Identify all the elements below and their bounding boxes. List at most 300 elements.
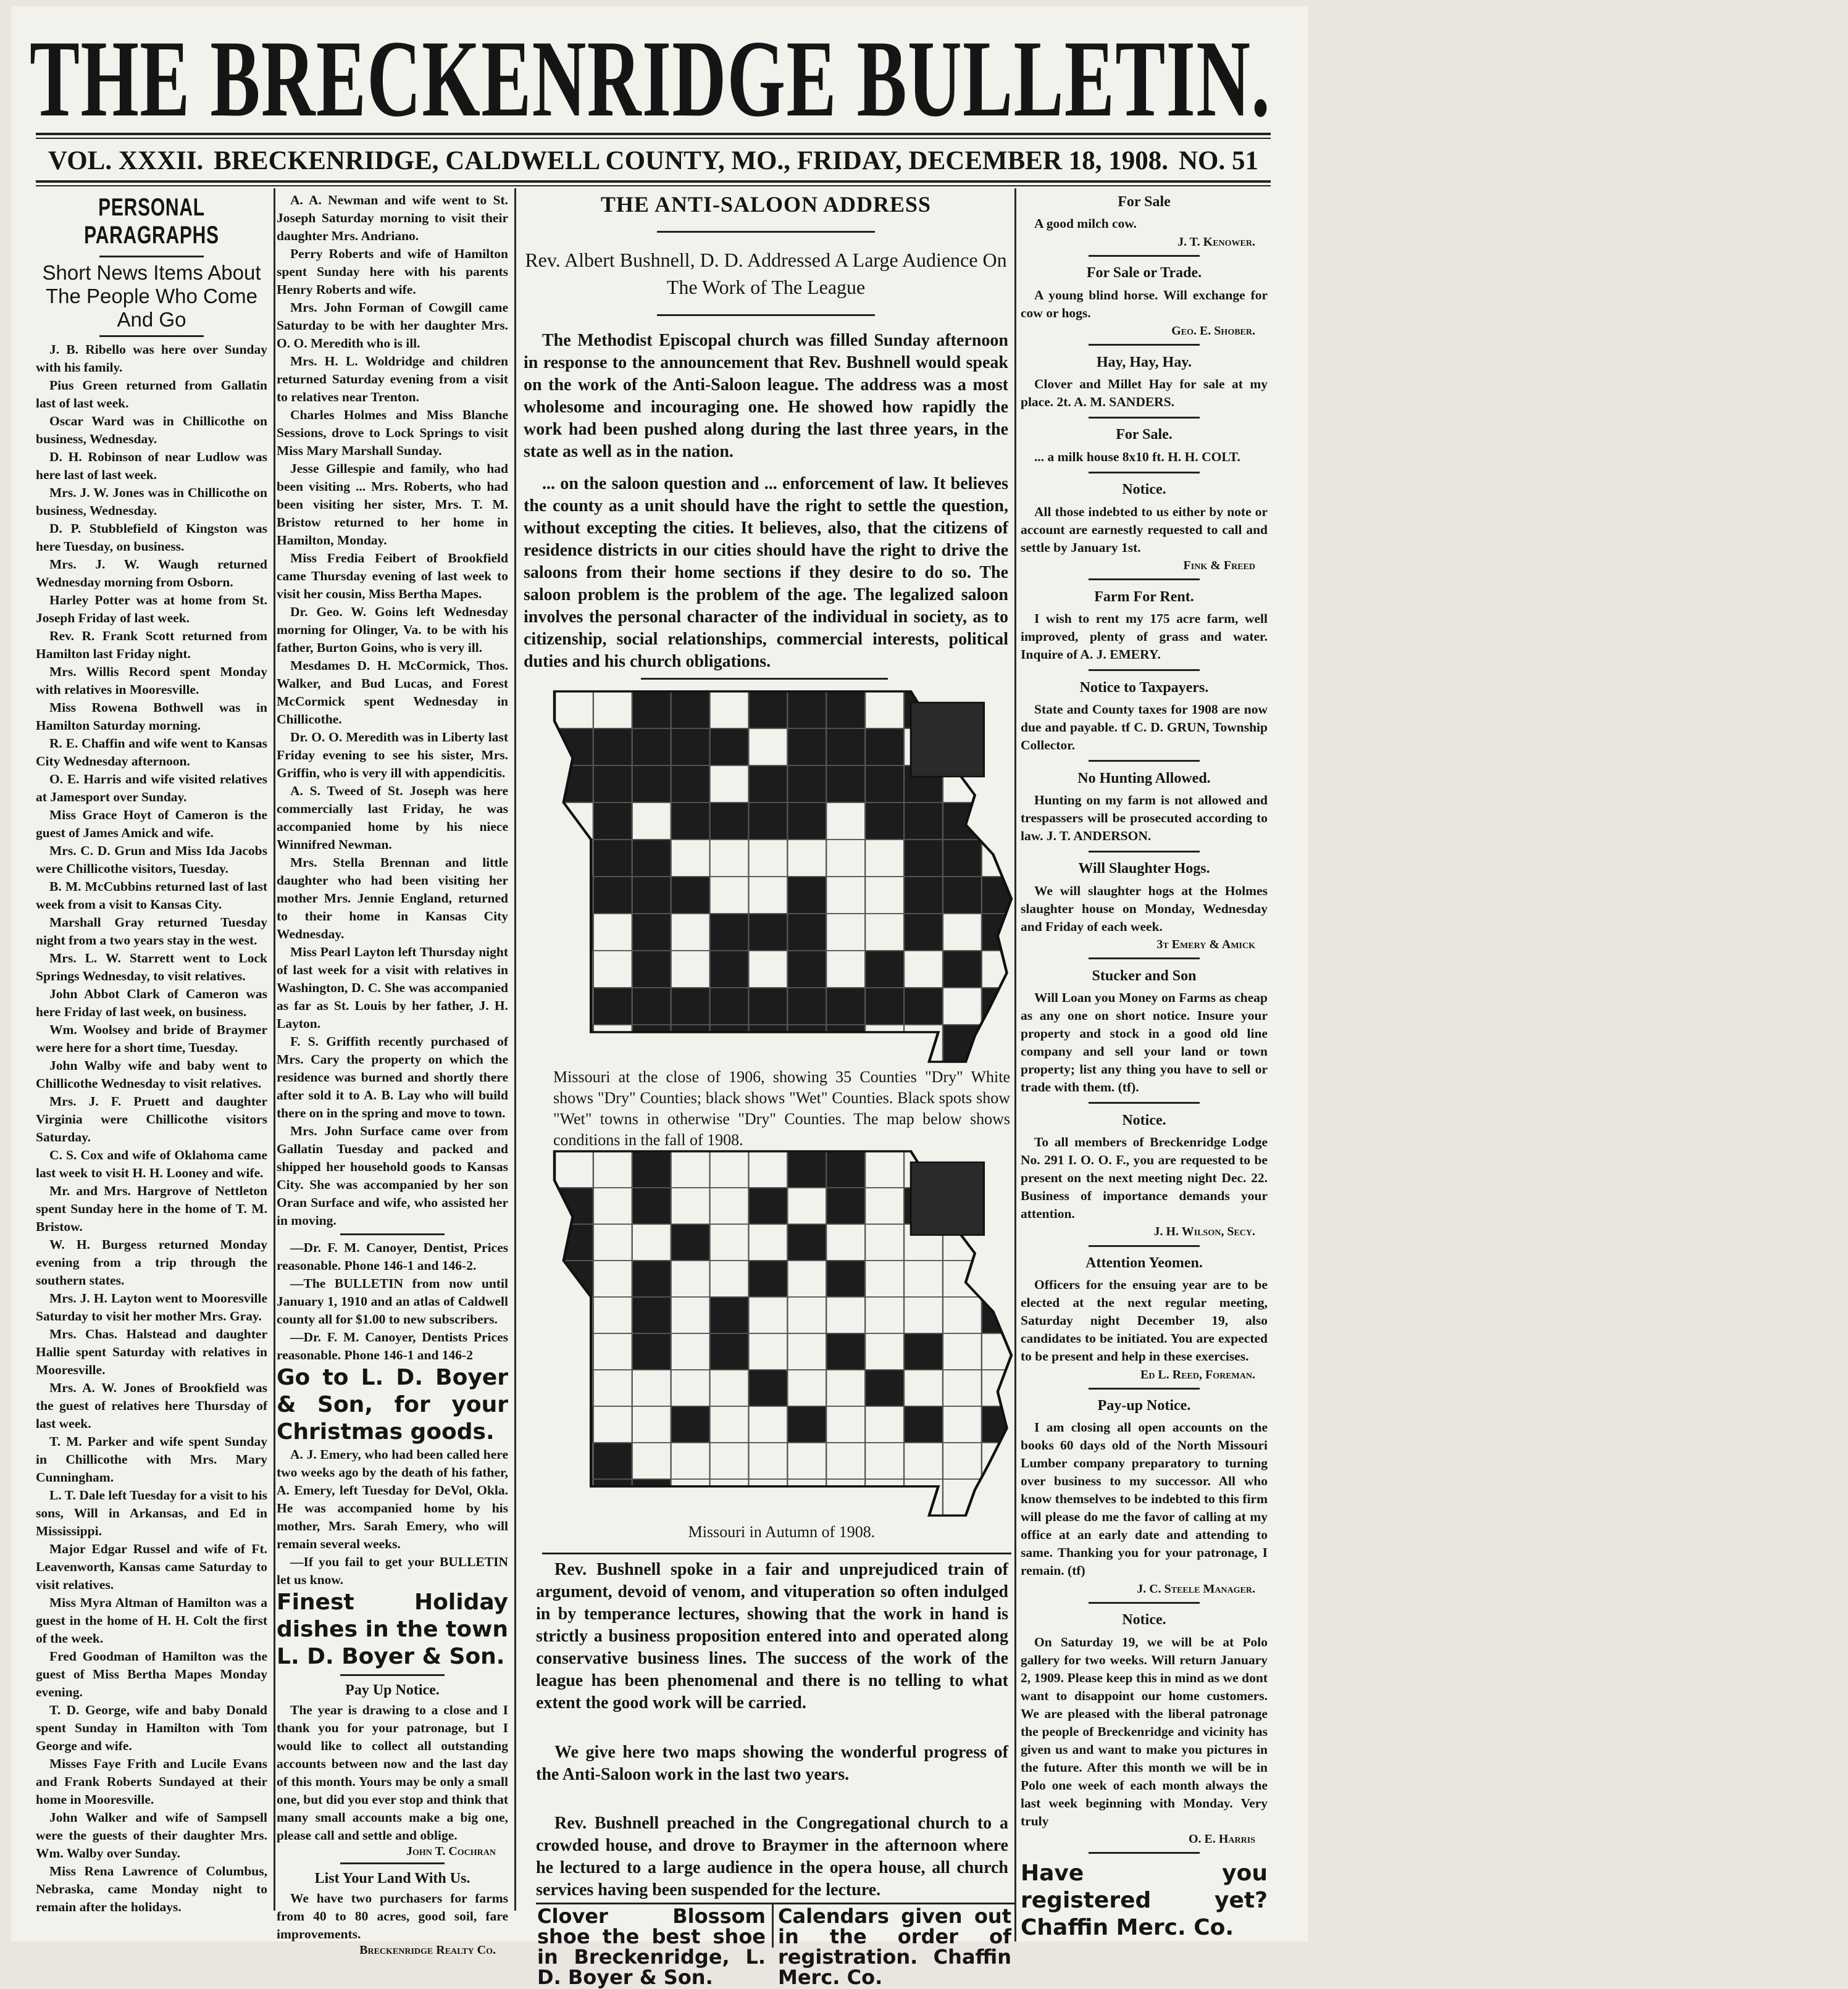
news-item: Mrs. J. H. Layton went to Mooresville Saturday to visit her mother Mrs. Gray. — [36, 1291, 267, 1324]
divider — [1089, 760, 1200, 762]
county-cell — [632, 728, 671, 765]
section-heading: Stucker and Son — [1092, 967, 1197, 984]
county-cell — [632, 1443, 671, 1479]
county-cell — [943, 1479, 982, 1516]
news-item: Mr. and Mrs. Hargrove of Nettleton spent Sunday here in the home of T. M. Bristow. — [36, 1183, 267, 1234]
county-cell — [787, 840, 826, 877]
county-cell — [826, 803, 865, 840]
county-cell — [826, 877, 865, 914]
divider — [1089, 1102, 1200, 1104]
county-cell — [632, 1224, 671, 1261]
county-cell — [865, 1443, 904, 1479]
county-cell — [865, 691, 904, 728]
personal-paragraphs-column — [36, 191, 267, 1914]
county-cell — [671, 1297, 710, 1333]
county-cell — [671, 1333, 710, 1370]
county-cell — [593, 1151, 632, 1188]
county-cell — [632, 1479, 671, 1516]
county-cell — [826, 728, 865, 765]
divider — [1089, 957, 1200, 959]
county-cell — [904, 1261, 943, 1297]
county-cell — [593, 988, 632, 1025]
county-cell — [787, 1406, 826, 1443]
county-cell — [710, 988, 749, 1025]
county-cell — [826, 1224, 865, 1261]
county-cell — [943, 1025, 982, 1062]
divider — [99, 335, 204, 337]
masthead — [30, 17, 1271, 140]
news-item: A young blind horse. Will exchange for cow or hogs. — [1021, 287, 1268, 320]
signature: J. H. Wilson, Secy. — [1153, 1225, 1255, 1239]
county-cell — [593, 1406, 632, 1443]
county-cell — [749, 691, 788, 728]
news-item: Miss Rena Lawrence of Columbus, Nebraska, came Monday night to remain after the holidays. — [36, 1864, 267, 1914]
news-item: Hunting on my farm is not allowed and trespassers will be prosecuted according to law. J. T. ANDERSON. — [1021, 792, 1268, 843]
county-cell — [632, 691, 671, 728]
county-cell — [943, 1297, 982, 1333]
county-cell — [826, 765, 865, 803]
local-news-column — [277, 191, 508, 1957]
county-cell — [943, 988, 982, 1025]
news-item: D. H. Robinson of near Ludlow was here last of last week. — [36, 449, 267, 482]
news-item: T. D. George, wife and baby Donald spent Sunday in Hamilton with Tom George and wife. — [36, 1703, 267, 1753]
county-cell — [826, 1479, 865, 1516]
county-cell — [749, 1479, 788, 1516]
news-item: I wish to rent my 175 acre farm, well improved, plenty of grass and water. Inquire of A. J. EMERY. — [1021, 611, 1268, 662]
county-cell — [865, 914, 904, 951]
county-cell — [904, 877, 943, 914]
county-cell — [554, 988, 593, 1025]
county-cell — [749, 877, 788, 914]
county-cell — [749, 1224, 788, 1261]
county-cell — [904, 840, 943, 877]
section-heading: PERSONAL PARAGRAPHS — [84, 194, 219, 249]
news-item: Charles Holmes and Miss Blanche Sessions, drove to Lock Springs to visit Miss Mary Marshall Sunday. — [277, 407, 508, 458]
news-item: I am closing all open accounts on the books 60 days old of the North Missouri Lumber company preparatory to turning over business to my successor. All who know themselves to be indebted to this firm will please do me the favor of calling at my office at an early date and attending to same. Thanking you for your patronage, I remain. (tf) — [1021, 1420, 1268, 1578]
signature: Breckenridge Realty Co. — [359, 1943, 496, 1957]
county-cell — [554, 914, 593, 951]
news-item: —The BULLETIN from now until January 1, 1910 and an atlas of Caldwell county all for $1.00 to new subscribers. — [277, 1276, 508, 1327]
county-cell — [749, 951, 788, 988]
county-cell — [710, 1188, 749, 1224]
county-cell — [632, 803, 671, 840]
county-cell — [632, 1188, 671, 1224]
county-cell — [593, 840, 632, 877]
county-cell — [826, 1333, 865, 1370]
county-cell — [554, 1224, 593, 1261]
signature: Ed L. Reed, Foreman. — [1140, 1367, 1255, 1382]
county-cell — [826, 914, 865, 951]
county-cell — [671, 1406, 710, 1443]
county-cell — [554, 765, 593, 803]
county-cell — [904, 1025, 943, 1062]
news-item: F. S. Griffith recently purchased of Mrs. Cary the property on which the residence was burned and shortly there after sold it to A. B. Lay who will build there on in the spring and move to town. — [277, 1034, 508, 1120]
news-item: Mrs. H. L. Woldridge and children returned Saturday evening from a visit to relatives near Trenton. — [277, 354, 508, 404]
news-item: C. S. Cox and wife of Oklahoma came last week to visit H. H. Looney and wife. — [36, 1148, 267, 1180]
news-item: Fred Goodman of Hamilton was the guest of Miss Bertha Mapes Monday evening. — [36, 1649, 267, 1699]
county-cell — [749, 1443, 788, 1479]
county-cell — [826, 1261, 865, 1297]
section-heading: Notice. — [1122, 482, 1166, 498]
display-ad: Go to L. D. Boyer & Son, for your Christmas goods. — [277, 1365, 508, 1445]
county-cell — [865, 1297, 904, 1333]
news-item: Mrs. J. F. Pruett and daughter Virginia were Chillicothe visitors Saturday. — [36, 1094, 267, 1145]
news-item: John Walby wife and baby went to Chillicothe Wednesday to visit relatives. — [36, 1058, 267, 1091]
county-cell — [787, 914, 826, 951]
county-cell — [749, 840, 788, 877]
county-cell — [593, 1224, 632, 1261]
county-cell — [671, 914, 710, 951]
news-item: Clover and Millet Hay for sale at my place. 2t. A. M. SANDERS. — [1021, 376, 1268, 409]
county-cell — [554, 877, 593, 914]
county-cell — [865, 1224, 904, 1261]
news-item: —Dr. F. M. Canoyer, Dentist, Prices reasonable. Phone 146-1 and 146-2. — [277, 1240, 508, 1273]
county-cell — [671, 1370, 710, 1406]
dateline — [48, 143, 1258, 178]
news-item: Mrs. A. W. Jones of Brookfield was the guest of relatives here Thursday of last week. — [36, 1380, 267, 1431]
county-cell — [554, 1370, 593, 1406]
county-cell — [710, 1443, 749, 1479]
news-item: Mesdames D. H. McCormick, Thos. Walker, and Bud Lucas, and Forest McCormick spent Wednesday in Chillicothe. — [277, 658, 508, 727]
county-cell — [904, 1370, 943, 1406]
county-cell — [710, 765, 749, 803]
county-cell — [865, 1025, 904, 1062]
county-cell — [943, 840, 982, 877]
county-cell — [710, 1333, 749, 1370]
county-cell — [632, 1151, 671, 1188]
news-item: Miss Rowena Bothwell was in Hamilton Saturday morning. — [36, 700, 267, 733]
county-cell — [671, 691, 710, 728]
news-item: J. B. Ribello was here over Sunday with his family. — [36, 342, 267, 375]
county-cell — [593, 914, 632, 951]
classified-notices-column — [1021, 191, 1268, 1941]
article-paragraph: Rev. Bushnell preached in the Congregational church to a crowded house, and drove to Braymer in the afternoon where he lectured to a large audience in the opera house, all church services having been suspended for the lecture. — [536, 1814, 1008, 1899]
article-paragraph: We give here two maps showing the wonderful progress of the Anti-Saloon work in the last two years. — [536, 1742, 1008, 1784]
county-cell — [632, 1370, 671, 1406]
county-cell — [865, 1333, 904, 1370]
county-cell — [671, 951, 710, 988]
news-item: Dr. O. O. Meredith was in Liberty last Friday evening to see his sister, Mrs. Griffin, who is very ill with appendicitis. — [277, 730, 508, 780]
county-cell — [787, 765, 826, 803]
news-item: Mrs. John Forman of Cowgill came Saturday to be with her daughter Mrs. O. O. Meredith who is ill. — [277, 300, 508, 351]
county-cell — [593, 1333, 632, 1370]
county-cell — [904, 1297, 943, 1333]
county-cell — [749, 1188, 788, 1224]
county-cell — [749, 988, 788, 1025]
news-item: —If you fail to get your BULLETIN let us know. — [277, 1554, 508, 1587]
news-item: D. P. Stubblefield of Kingston was here Tuesday, on business. — [36, 521, 267, 554]
divider — [340, 1233, 445, 1235]
county-cell — [943, 951, 982, 988]
county-cell — [671, 877, 710, 914]
county-cell — [749, 914, 788, 951]
section-heading: Attention Yeomen. — [1085, 1254, 1203, 1271]
county-cell — [904, 803, 943, 840]
news-item: ... a milk house 8x10 ft. H. H. COLT. — [1034, 449, 1240, 464]
county-cell — [787, 1025, 826, 1062]
county-cell — [787, 951, 826, 988]
county-cell — [865, 988, 904, 1025]
county-cell — [554, 1297, 593, 1333]
county-cell — [865, 1188, 904, 1224]
section-heading: Will Slaughter Hogs. — [1078, 861, 1210, 877]
article-subheadline: Rev. Albert Bushnell, D. D. Addressed A Large Audience On The Work of The League — [525, 249, 1007, 298]
county-cell — [710, 1151, 749, 1188]
county-cell — [787, 1224, 826, 1261]
news-item: Mrs. Chas. Halstead and daughter Hallie spent Saturday with relatives in Mooresville. — [36, 1327, 267, 1377]
news-item: The year is drawing to a close and I thank you for your patronage, but I would like to collect all outstanding accounts between now and the last day of this month. Yours may be only a small one, but did you ever stop and think that many small accounts make a big one, please call and settle and oblige. — [277, 1703, 508, 1843]
news-item: O. E. Harris and wife visited relatives at Jamesport over Sunday. — [36, 772, 267, 804]
section-heading: For Sale — [1118, 194, 1171, 210]
divider — [1089, 255, 1200, 257]
news-item: Miss Fredia Feibert of Brookfield came Thursday evening of last week to visit her cousin, Miss Bertha Mapes. — [277, 551, 508, 601]
news-item: Mrs. J. W. Waugh returned Wednesday morning from Osborn. — [36, 557, 267, 590]
divider — [340, 1674, 445, 1676]
masthead-rule — [36, 133, 1271, 139]
section-heading: Farm For Rent. — [1094, 588, 1194, 605]
county-cell — [593, 1261, 632, 1297]
county-cell — [554, 840, 593, 877]
news-item: Miss Myra Altman of Hamilton was a guest in the home of H. H. Colt the first of the week. — [36, 1595, 267, 1646]
city-inset-map — [911, 1162, 984, 1235]
display-ad: Have you registered yet? Chaffin Merc. Co. — [1021, 1860, 1268, 1940]
issue-number: NO. 51 — [1178, 146, 1258, 175]
county-cell — [749, 1151, 788, 1188]
anti-saloon-article-bottom — [536, 1559, 1008, 1901]
divider — [1089, 851, 1200, 853]
divider — [641, 678, 888, 680]
news-item: Will Loan you Money on Farms as cheap as any one on short notice. Insure your property and stock in a good old line company and sell your land or town property; list any thing you have to sell or trade with them. (tf). — [1021, 990, 1268, 1095]
county-cell — [710, 951, 749, 988]
county-cell — [632, 840, 671, 877]
news-item: State and County taxes for 1908 are now due and payable. tf C. D. GRUN, Township Collector. — [1021, 701, 1268, 753]
news-item: We have two purchasers for farms from 40 to 80 acres, good soil, fare improvements. — [277, 1891, 508, 1941]
news-item: A. A. Newman and wife went to St. Joseph Saturday morning to visit their daughter Mrs. Andriano. — [277, 193, 508, 243]
county-cell — [787, 728, 826, 765]
news-item: Dr. Geo. W. Goins left Wednesday morning for Olinger, Va. to be with his father, Burton Goins, who is very ill. — [277, 604, 508, 655]
calendars-ad: Calendars given out in the order of registration. Chaffin Merc. Co. — [778, 1904, 1011, 1989]
news-item: T. M. Parker and wife spent Sunday in Chillicothe with Mrs. Mary Cunningham. — [36, 1434, 267, 1485]
county-cell — [787, 1151, 826, 1188]
signature: J. C. Steele Manager. — [1137, 1582, 1255, 1596]
section-heading: List Your Land With Us. — [314, 1870, 470, 1887]
county-cell — [904, 914, 943, 951]
news-item: Officers for the ensuing year are to be elected at the next regular meeting, Saturday night December 19, also candidates to be initiated. You are expected to be present and help in these exercises. — [1021, 1277, 1268, 1364]
county-cell — [787, 988, 826, 1025]
county-cell — [826, 1151, 865, 1188]
county-cell — [671, 1224, 710, 1261]
county-cell — [865, 1370, 904, 1406]
county-cell — [865, 803, 904, 840]
county-cell — [671, 1479, 710, 1516]
signature: J. T. Kenower. — [1177, 235, 1255, 249]
section-subheading: Short News Items About The People Who Come And Go — [42, 261, 261, 331]
news-item: B. M. McCubbins returned last of last week from a visit to Kansas City. — [36, 879, 267, 912]
news-item: John Abbot Clark of Cameron was here Friday of last week, on business. — [36, 986, 267, 1019]
news-item: L. T. Dale left Tuesday for a visit to his sons, Will in Arkansas, and Ed in Mississippi. — [36, 1488, 267, 1538]
news-item: Pius Green returned from Gallatin last of last week. — [36, 378, 267, 411]
county-cell — [749, 728, 788, 765]
county-cell — [787, 1370, 826, 1406]
county-cell — [671, 988, 710, 1025]
divider — [1089, 1245, 1200, 1247]
county-cell — [554, 1406, 593, 1443]
county-cell — [710, 691, 749, 728]
county-cell — [632, 1261, 671, 1297]
county-cell — [710, 728, 749, 765]
county-cell — [593, 1297, 632, 1333]
divider — [1089, 669, 1200, 671]
county-cell — [865, 951, 904, 988]
county-cell — [632, 1406, 671, 1443]
volume-number: VOL. XXXII. — [48, 146, 204, 175]
news-item: All those indebted to us either by note or account are earnestly requested to call and settle by January 1st. — [1021, 504, 1268, 555]
county-cell — [826, 840, 865, 877]
news-item: Major Edgar Russel and wife of Ft. Leavenworth, Kansas came Saturday to visit relatives. — [36, 1541, 267, 1592]
county-cell — [749, 1406, 788, 1443]
section-heading: No Hunting Allowed. — [1077, 770, 1211, 786]
county-cell — [749, 1297, 788, 1333]
news-item: Wm. Woolsey and bride of Braymer were here for a short time, Tuesday. — [36, 1022, 267, 1055]
county-cell — [593, 1025, 632, 1062]
divider — [1089, 1602, 1200, 1604]
news-item: Miss Pearl Layton left Thursday night of last week for a visit with relatives in Washington, D. C. She was accompanied as far as St. Louis by her father, J. H. Layton. — [277, 944, 508, 1031]
county-cell — [787, 1188, 826, 1224]
divider — [340, 1862, 445, 1864]
divider — [1089, 417, 1200, 419]
county-cell — [943, 914, 982, 951]
section-heading: Notice. — [1122, 1612, 1166, 1628]
county-cell — [826, 951, 865, 988]
county-cell — [787, 1479, 826, 1516]
county-cell — [943, 1370, 982, 1406]
county-cell — [671, 1443, 710, 1479]
county-cell — [943, 1333, 982, 1370]
county-cell — [865, 877, 904, 914]
county-cell — [554, 1151, 593, 1188]
county-cell — [593, 728, 632, 765]
county-cell — [671, 765, 710, 803]
divider — [1089, 1388, 1200, 1390]
dateline-rule — [36, 180, 1271, 186]
county-cell — [710, 1406, 749, 1443]
county-cell — [749, 765, 788, 803]
clover-blossom-shoe-ad: Clover Blossom shoe the best shoe in Breckenridge, L. D. Boyer & Son. — [537, 1904, 766, 1989]
signature: John T. Cochran — [406, 1845, 496, 1858]
divider — [542, 1553, 1011, 1554]
county-cell — [554, 1333, 593, 1370]
county-cell — [787, 691, 826, 728]
county-cell — [710, 803, 749, 840]
county-cell — [632, 877, 671, 914]
county-cell — [593, 1188, 632, 1224]
county-cell — [593, 877, 632, 914]
column-divider — [274, 188, 275, 1911]
divider — [1089, 578, 1200, 580]
county-cell — [826, 1370, 865, 1406]
section-heading: For Sale or Trade. — [1086, 265, 1202, 281]
masthead-title: THE BRECKENRIDGE BULLETIN. — [30, 17, 1271, 140]
missouri-map-1906 — [554, 691, 1011, 1062]
news-item: Harley Potter was at home from St. Joseph Friday of last week. — [36, 593, 267, 625]
county-cell — [865, 1151, 904, 1188]
news-item: Rev. R. Frank Scott returned from Hamilton last Friday night. — [36, 628, 267, 661]
county-cell — [593, 691, 632, 728]
column-divider — [1014, 188, 1016, 1941]
county-cell — [554, 1479, 593, 1516]
news-item: Miss Grace Hoyt of Cameron is the guest of James Amick and wife. — [36, 807, 267, 840]
county-cell — [749, 1025, 788, 1062]
news-item: We will slaughter hogs at the Holmes slaughter house on Monday, Wednesday and Friday of each week. — [1021, 883, 1268, 934]
county-cell — [593, 765, 632, 803]
section-heading: Hay, Hay, Hay. — [1096, 354, 1192, 370]
divider — [1089, 1852, 1200, 1854]
article-paragraph: The Methodist Episcopal church was filled Sunday afternoon in response to the announcement that Rev. Bushnell would speak on the work of the Anti-Saloon league. The address was a most wholesome and incouraging one. He showed how rapidly the work had been pushed along during the last three years, in the state as well as in the nation. — [524, 331, 1008, 461]
county-cell — [671, 803, 710, 840]
signature: Geo. E. Shober. — [1171, 323, 1255, 338]
county-cell — [671, 1188, 710, 1224]
county-cell — [787, 1297, 826, 1333]
county-cell — [671, 840, 710, 877]
county-cell — [865, 1261, 904, 1297]
divider — [99, 256, 204, 257]
county-cell — [593, 803, 632, 840]
section-heading: Notice. — [1122, 1112, 1166, 1128]
news-item: R. E. Chaffin and wife went to Kansas City Wednesday afternoon. — [36, 736, 267, 769]
county-cell — [787, 877, 826, 914]
news-item: Mrs. Willis Record spent Monday with relatives in Mooresville. — [36, 664, 267, 697]
county-cell — [904, 988, 943, 1025]
missouri-map-1908 — [554, 1151, 1011, 1516]
county-cell — [826, 988, 865, 1025]
news-item: Marshall Gray returned Tuesday night from a two years stay in the west. — [36, 915, 267, 948]
county-cell — [671, 1151, 710, 1188]
news-item: John Walker and wife of Sampsell were the guests of their daughter Mrs. Wm. Walby over Sunday. — [36, 1810, 267, 1861]
county-cell — [787, 1261, 826, 1297]
county-cell — [554, 691, 593, 728]
county-cell — [554, 1443, 593, 1479]
signature: O. E. Harris — [1188, 1832, 1255, 1846]
county-cell — [787, 1333, 826, 1370]
county-cell — [904, 1333, 943, 1370]
county-cell — [943, 1443, 982, 1479]
news-item: Misses Faye Frith and Lucile Evans and Frank Roberts Sundayed at their home in Mooresville. — [36, 1756, 267, 1807]
news-item: To all members of Breckenridge Lodge No. 291 I. O. O. F., you are requested to be present on the next meeting night Dec. 22. Business of importance demands your attention. — [1021, 1134, 1268, 1221]
county-cell — [865, 1479, 904, 1516]
county-cell — [904, 1479, 943, 1516]
county-cell — [632, 988, 671, 1025]
county-cell — [826, 1443, 865, 1479]
county-cell — [632, 765, 671, 803]
anti-saloon-article-top — [524, 191, 1008, 673]
divider — [657, 314, 875, 316]
county-cell — [904, 1406, 943, 1443]
county-cell — [865, 765, 904, 803]
news-item: Mrs. C. D. Grun and Miss Ida Jacobs were Chillicothe visitors, Tuesday. — [36, 843, 267, 876]
news-item: W. H. Burgess returned Monday evening from a trip through the southern states. — [36, 1237, 267, 1288]
county-cell — [710, 1261, 749, 1297]
divider — [657, 231, 875, 233]
news-item: A good milch cow. — [1034, 216, 1137, 231]
county-cell — [904, 951, 943, 988]
news-item: A. J. Emery, who had been called here two weeks ago by the death of his father, A. Emery, left Tuesday for DeVol, Okla. He was accompanied home by his mother, Mrs. Sarah Emery, who will remain several weeks. — [277, 1447, 508, 1551]
county-cell — [554, 951, 593, 988]
signature: Fink & Freed — [1183, 559, 1255, 572]
city-inset-map — [911, 703, 984, 777]
county-cell — [826, 1297, 865, 1333]
county-cell — [749, 1261, 788, 1297]
county-cell — [554, 1025, 593, 1062]
